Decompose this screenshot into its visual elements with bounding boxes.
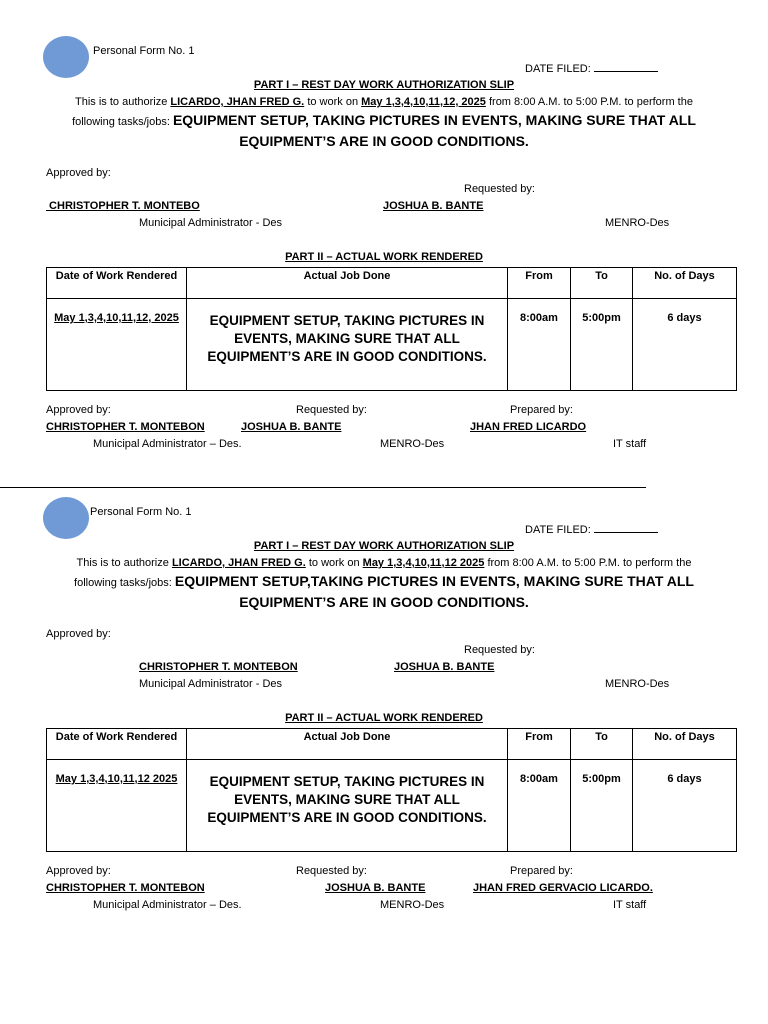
footer-requester-name: JOSHUA B. BANTE [241,421,342,433]
form-2 [0,461,768,931]
tasks-line-2: EQUIPMENT’S ARE IN GOOD CONDITIONS. [239,594,529,610]
footer-requester-title: MENRO-Des [380,899,445,911]
cell-to: 5:00pm [571,299,633,391]
tasks-text-1: EQUIPMENT SETUP,TAKING PICTURES IN EVENTS, MAKING SURE THAT ALL [174,573,694,589]
footer-preparer-title: IT staff [613,899,647,911]
seal-logo-icon [43,497,89,539]
approver-title: Municipal Administrator - Des [139,217,283,229]
auth-prefix: This is to authorize [75,96,168,108]
auth-to-work-on: to work on [307,96,359,108]
approver-name: CHRISTOPHER T. MONTEBON [139,661,298,673]
footer-approver-name: CHRISTOPHER T. MONTEBON [46,882,205,894]
header-from: From [508,268,571,299]
tasks-prefix: following tasks/jobs: [72,116,170,128]
tasks-line-1 [0,573,768,589]
cell-days: 6 days [633,299,737,391]
header-job: Actual Job Done [187,729,508,760]
header-to: To [571,268,633,299]
approved-by-label: Approved by: [46,167,111,179]
footer-preparer-name: JHAN FRED GERVACIO LICARDO. [473,882,653,894]
seal-logo-icon [43,36,89,78]
auth-name: LICARDO, JHAN FRED G. [171,557,306,569]
cell-date: May 1,3,4,10,11,12, 2025 [47,299,187,391]
footer-approver-name: CHRISTOPHER T. MONTEBON [46,421,205,433]
requester-title: MENRO-Des [605,217,670,229]
header-days: No. of Days [633,729,737,760]
work-rendered-table [46,728,737,852]
part1-title: PART I – REST DAY WORK AUTHORIZATION SLIP [253,540,515,552]
cell-from: 8:00am [508,760,571,852]
tasks-prefix: following tasks/jobs: [74,577,172,589]
part2-title: PART II – ACTUAL WORK RENDERED [285,251,483,263]
header-date: Date of Work Rendered [47,729,187,760]
date-filed [525,62,658,75]
header-date: Date of Work Rendered [47,268,187,299]
requested-by-label: Requested by: [464,644,535,656]
cell-job: EQUIPMENT SETUP, TAKING PICTURES IN EVENTS, MAKING SURE THAT ALL EQUIPMENT’S ARE IN GOOD CONDITIONS. [187,299,508,391]
cell-job: EQUIPMENT SETUP, TAKING PICTURES IN EVENTS, MAKING SURE THAT ALL EQUIPMENT’S ARE IN GOOD CONDITIONS. [187,760,508,852]
date-filed-label: DATE FILED: [525,524,591,536]
footer-preparer-title: IT staff [613,438,647,450]
tasks-text-1: EQUIPMENT SETUP, TAKING PICTURES IN EVENTS, MAKING SURE THAT ALL [172,112,696,128]
footer-approver-title: Municipal Administrator – Des. [93,899,242,911]
authorization-line [0,96,768,108]
header-job: Actual Job Done [187,268,508,299]
authorization-line [0,557,768,569]
date-filed-blank[interactable] [594,523,658,533]
form-number: Personal Form No. 1 [90,506,192,518]
part1-title: PART I – REST DAY WORK AUTHORIZATION SLIP [253,79,515,91]
requester-title: MENRO-Des [605,678,670,690]
auth-prefix: This is to authorize [76,557,169,569]
footer-approved-label: Approved by: [46,404,111,416]
auth-dates: May 1,3,4,10,11,12 2025 [362,557,485,569]
part2-title: PART II – ACTUAL WORK RENDERED [285,712,483,724]
header-from: From [508,729,571,760]
form-1 [0,0,768,470]
tasks-line-2: EQUIPMENT’S ARE IN GOOD CONDITIONS. [239,133,529,149]
table-header-row [47,729,737,760]
cell-from: 8:00am [508,299,571,391]
work-rendered-table [46,267,737,391]
footer-prepared-label: Prepared by: [510,404,573,416]
cell-date: May 1,3,4,10,11,12 2025 [47,760,187,852]
table-row [47,299,737,391]
cell-days: 6 days [633,760,737,852]
cell-to: 5:00pm [571,760,633,852]
header-days: No. of Days [633,268,737,299]
table-row [47,760,737,852]
footer-preparer-name: JHAN FRED LICARDO [470,421,587,433]
footer-requester-title: MENRO-Des [380,438,445,450]
auth-dates: May 1,3,4,10,11,12, 2025 [361,96,486,108]
footer-prepared-label: Prepared by: [510,865,573,877]
approver-name: CHRISTOPHER T. MONTEBO [46,200,200,212]
requester-name: JOSHUA B. BANTE [394,661,495,673]
form-number: Personal Form No. 1 [93,45,195,57]
date-filed [525,523,658,536]
header-to: To [571,729,633,760]
requester-name: JOSHUA B. BANTE [383,200,484,212]
date-filed-blank[interactable] [594,62,658,72]
tasks-line-1 [0,112,768,128]
date-filed-label: DATE FILED: [525,63,591,75]
footer-requested-label: Requested by: [296,404,367,416]
approved-by-label: Approved by: [46,628,111,640]
footer-approver-title: Municipal Administrator – Des. [93,438,242,450]
table-header-row [47,268,737,299]
footer-requested-label: Requested by: [296,865,367,877]
auth-name: LICARDO, JHAN FRED G. [170,96,305,108]
requested-by-label: Requested by: [464,183,535,195]
approver-title: Municipal Administrator - Des [139,678,283,690]
auth-suffix: from 8:00 A.M. to 5:00 P.M. to perform the [487,557,692,569]
footer-requester-name: JOSHUA B. BANTE [325,882,426,894]
auth-suffix: from 8:00 A.M. to 5:00 P.M. to perform the [488,96,693,108]
footer-approved-label: Approved by: [46,865,111,877]
auth-to-work-on: to work on [308,557,360,569]
